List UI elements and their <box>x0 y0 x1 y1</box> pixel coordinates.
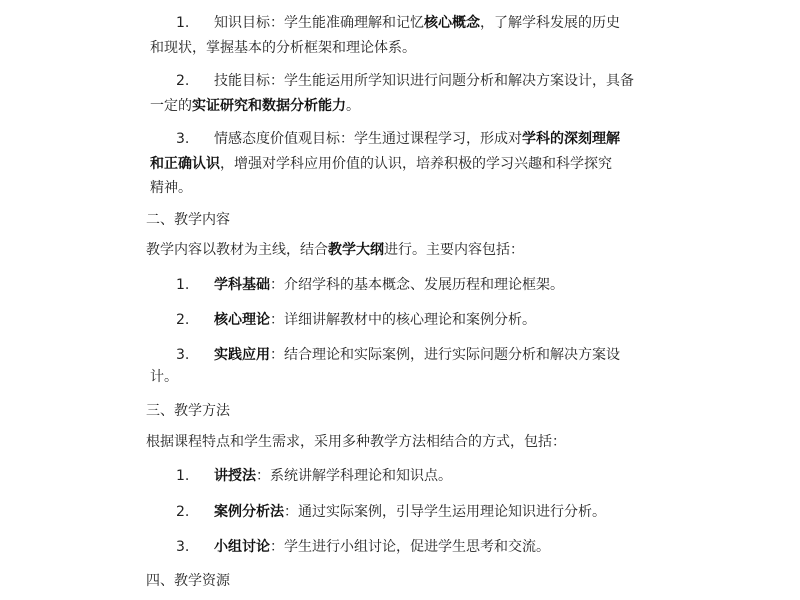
list-number: 1. <box>176 277 190 293</box>
section-intro: 根据课程特点和学生需求，采用多种教学方法相结合的方式，包括： <box>146 434 566 450</box>
list-number: 1. <box>176 468 190 484</box>
list-item-text: 实践应用：结合理论和实际案例，进行实际问题分析和解决方案设 <box>214 347 620 363</box>
list-item-text-continued: 一定的实证研究和数据分析能力。 <box>150 98 360 114</box>
bold-term: 案例分析法 <box>214 504 284 520</box>
list-item-text-continued: 和现状，掌握基本的分析框架和理论体系。 <box>150 40 416 56</box>
bold-term: 实践应用 <box>214 347 270 363</box>
section-intro: 教学内容以教材为主线，结合教学大纲进行。主要内容包括： <box>146 242 524 258</box>
list-item-text: 核心理论：详细讲解教材中的核心理论和案例分析。 <box>214 312 536 328</box>
bold-term: 小组讨论 <box>214 539 270 555</box>
list-item-text: 案例分析法：通过实际案例，引导学生运用理论知识进行分析。 <box>214 504 606 520</box>
list-number: 3. <box>176 347 190 363</box>
bold-term: 实证研究和数据分析能力 <box>192 98 346 114</box>
bold-term: 讲授法 <box>214 468 256 484</box>
list-item-text: 情感态度价值观目标：学生通过课程学习，形成对学科的深刻理解 <box>214 131 620 147</box>
list-item-text-continued: 精神。 <box>150 180 192 196</box>
bold-term: 学科的深刻理解 <box>522 131 620 147</box>
list-item-text-continued: 计。 <box>150 369 178 385</box>
list-item-text: 小组讨论：学生进行小组讨论，促进学生思考和交流。 <box>214 539 550 555</box>
list-number: 3. <box>176 539 190 555</box>
section-heading: 三、教学方法 <box>146 403 230 419</box>
list-number: 1. <box>176 15 190 31</box>
list-item-text-continued: 和正确认识，增强对学科应用价值的认识，培养积极的学习兴趣和科学探究 <box>150 156 612 172</box>
list-item-text: 学科基础：介绍学科的基本概念、发展历程和理论框架。 <box>214 277 564 293</box>
list-number: 2. <box>176 504 190 520</box>
list-number: 3. <box>176 131 190 147</box>
list-item-text: 技能目标：学生能运用所学知识进行问题分析和解决方案设计，具备 <box>214 73 634 89</box>
section-heading: 四、教学资源 <box>146 573 230 589</box>
bold-term: 学科基础 <box>214 277 270 293</box>
list-item-text: 讲授法：系统讲解学科理论和知识点。 <box>214 468 452 484</box>
bold-term: 核心理论 <box>214 312 270 328</box>
bold-term: 核心概念 <box>424 15 480 31</box>
list-item-text: 知识目标：学生能准确理解和记忆核心概念，了解学科发展的历史 <box>214 15 620 31</box>
bold-term: 和正确认识 <box>150 156 220 172</box>
list-number: 2. <box>176 73 190 89</box>
list-number: 2. <box>176 312 190 328</box>
bold-term: 教学大纲 <box>328 242 384 258</box>
section-heading: 二、教学内容 <box>146 212 230 228</box>
